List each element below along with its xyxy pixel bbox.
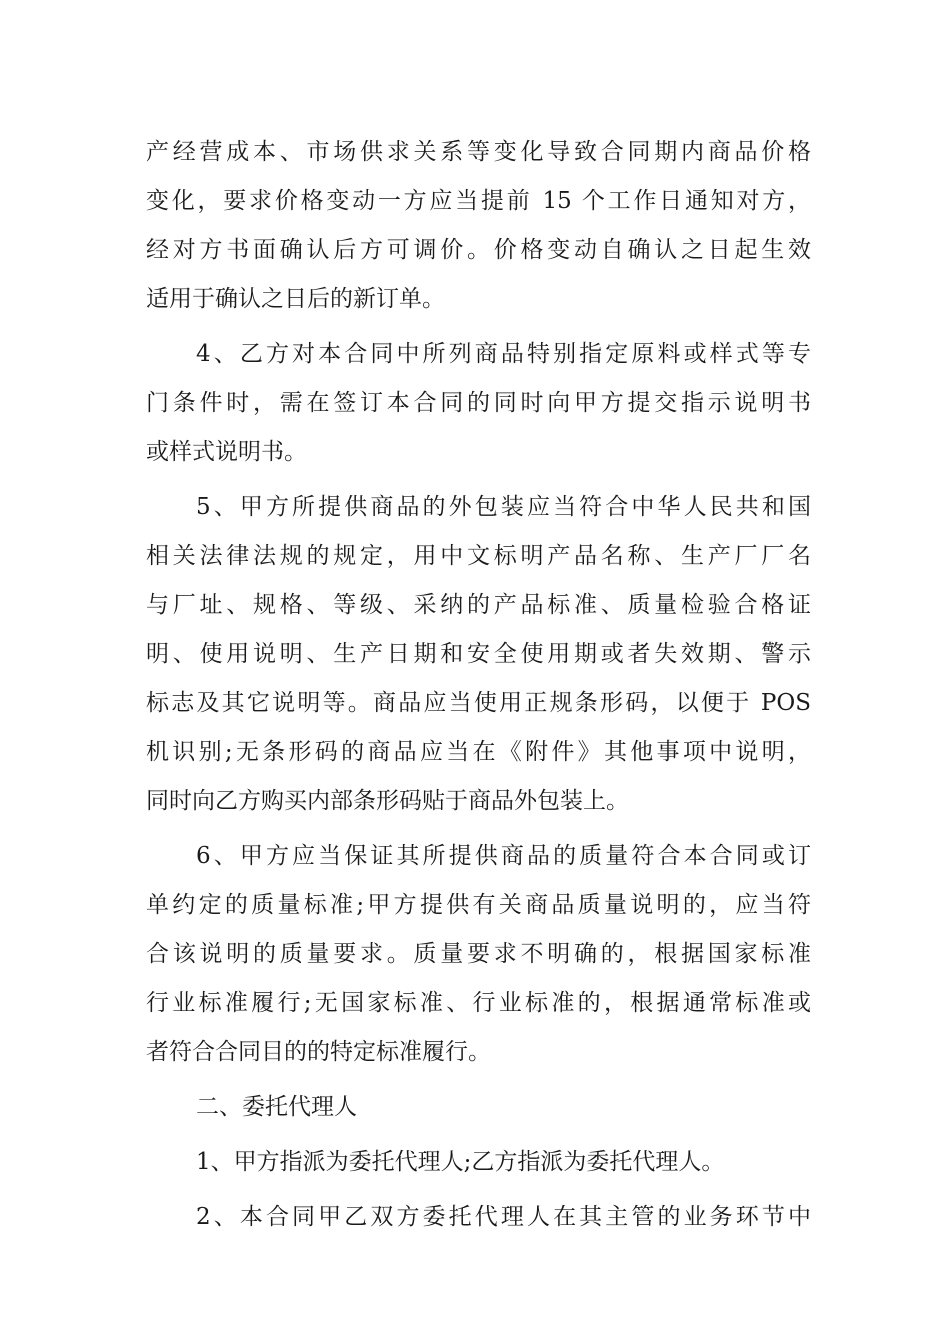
text-line: 5、甲方所提供商品的外包装应当符合中华人民共和国 xyxy=(196,494,811,520)
text-line: 经对方书面确认后方可调价。价格变动自确认之日起生效 xyxy=(146,237,811,263)
text-line: 或样式说明书。 xyxy=(146,439,307,465)
paragraph-clause-6 xyxy=(146,832,811,1077)
text-line: 合该说明的质量要求。质量要求不明确的，根据国家标准 xyxy=(146,941,811,967)
paragraph-clause-4 xyxy=(146,330,811,477)
text-line: 明、使用说明、生产日期和安全使用期或者失效期、警示 xyxy=(146,641,811,667)
text-line: 1、甲方指派为委托代理人;乙方指派为委托代理人。 xyxy=(196,1149,725,1175)
text-line: 适用于确认之日后的新订单。 xyxy=(146,286,445,312)
text-line: 单约定的质量标准;甲方提供有关商品质量说明的，应当符 xyxy=(146,892,811,918)
text-line: 与厂址、规格、等级、采纳的产品标准、质量检验合格证 xyxy=(146,592,811,618)
text-line: 4、乙方对本合同中所列商品特别指定原料或样式等专 xyxy=(196,341,811,367)
text-line: 同时向乙方购买内部条形码贴于商品外包装上。 xyxy=(146,788,629,814)
paragraph-clause-5 xyxy=(146,483,811,826)
section-heading-agent xyxy=(146,1083,811,1132)
document-body xyxy=(146,128,811,1242)
paragraph-price-change xyxy=(146,128,811,324)
text-line: 标志及其它说明等。商品应当使用正规条形码，以便于 POS xyxy=(146,690,811,716)
text-line: 6、甲方应当保证其所提供商品的质量符合本合同或订 xyxy=(196,843,811,869)
text-line: 机识别;无条形码的商品应当在《附件》其他事项中说明， xyxy=(146,739,811,765)
text-line: 变化，要求价格变动一方应当提前 15 个工作日通知对方， xyxy=(146,188,811,214)
text-line: 门条件时，需在签订本合同的同时向甲方提交指示说明书 xyxy=(146,390,811,416)
text-line: 行业标准履行;无国家标准、行业标准的，根据通常标准或 xyxy=(146,990,811,1016)
text-line: 相关法律法规的规定，用中文标明产品名称、生产厂厂名 xyxy=(146,543,811,569)
text-line: 2、本合同甲乙双方委托代理人在其主管的业务环节中 xyxy=(196,1204,811,1230)
text-line: 产经营成本、市场供求关系等变化导致合同期内商品价格 xyxy=(146,139,811,165)
section-title: 二、委托代理人 xyxy=(196,1094,357,1120)
paragraph-agent-1 xyxy=(146,1138,811,1187)
paragraph-agent-2 xyxy=(146,1193,811,1242)
text-line: 者符合合同目的的特定标准履行。 xyxy=(146,1039,491,1065)
